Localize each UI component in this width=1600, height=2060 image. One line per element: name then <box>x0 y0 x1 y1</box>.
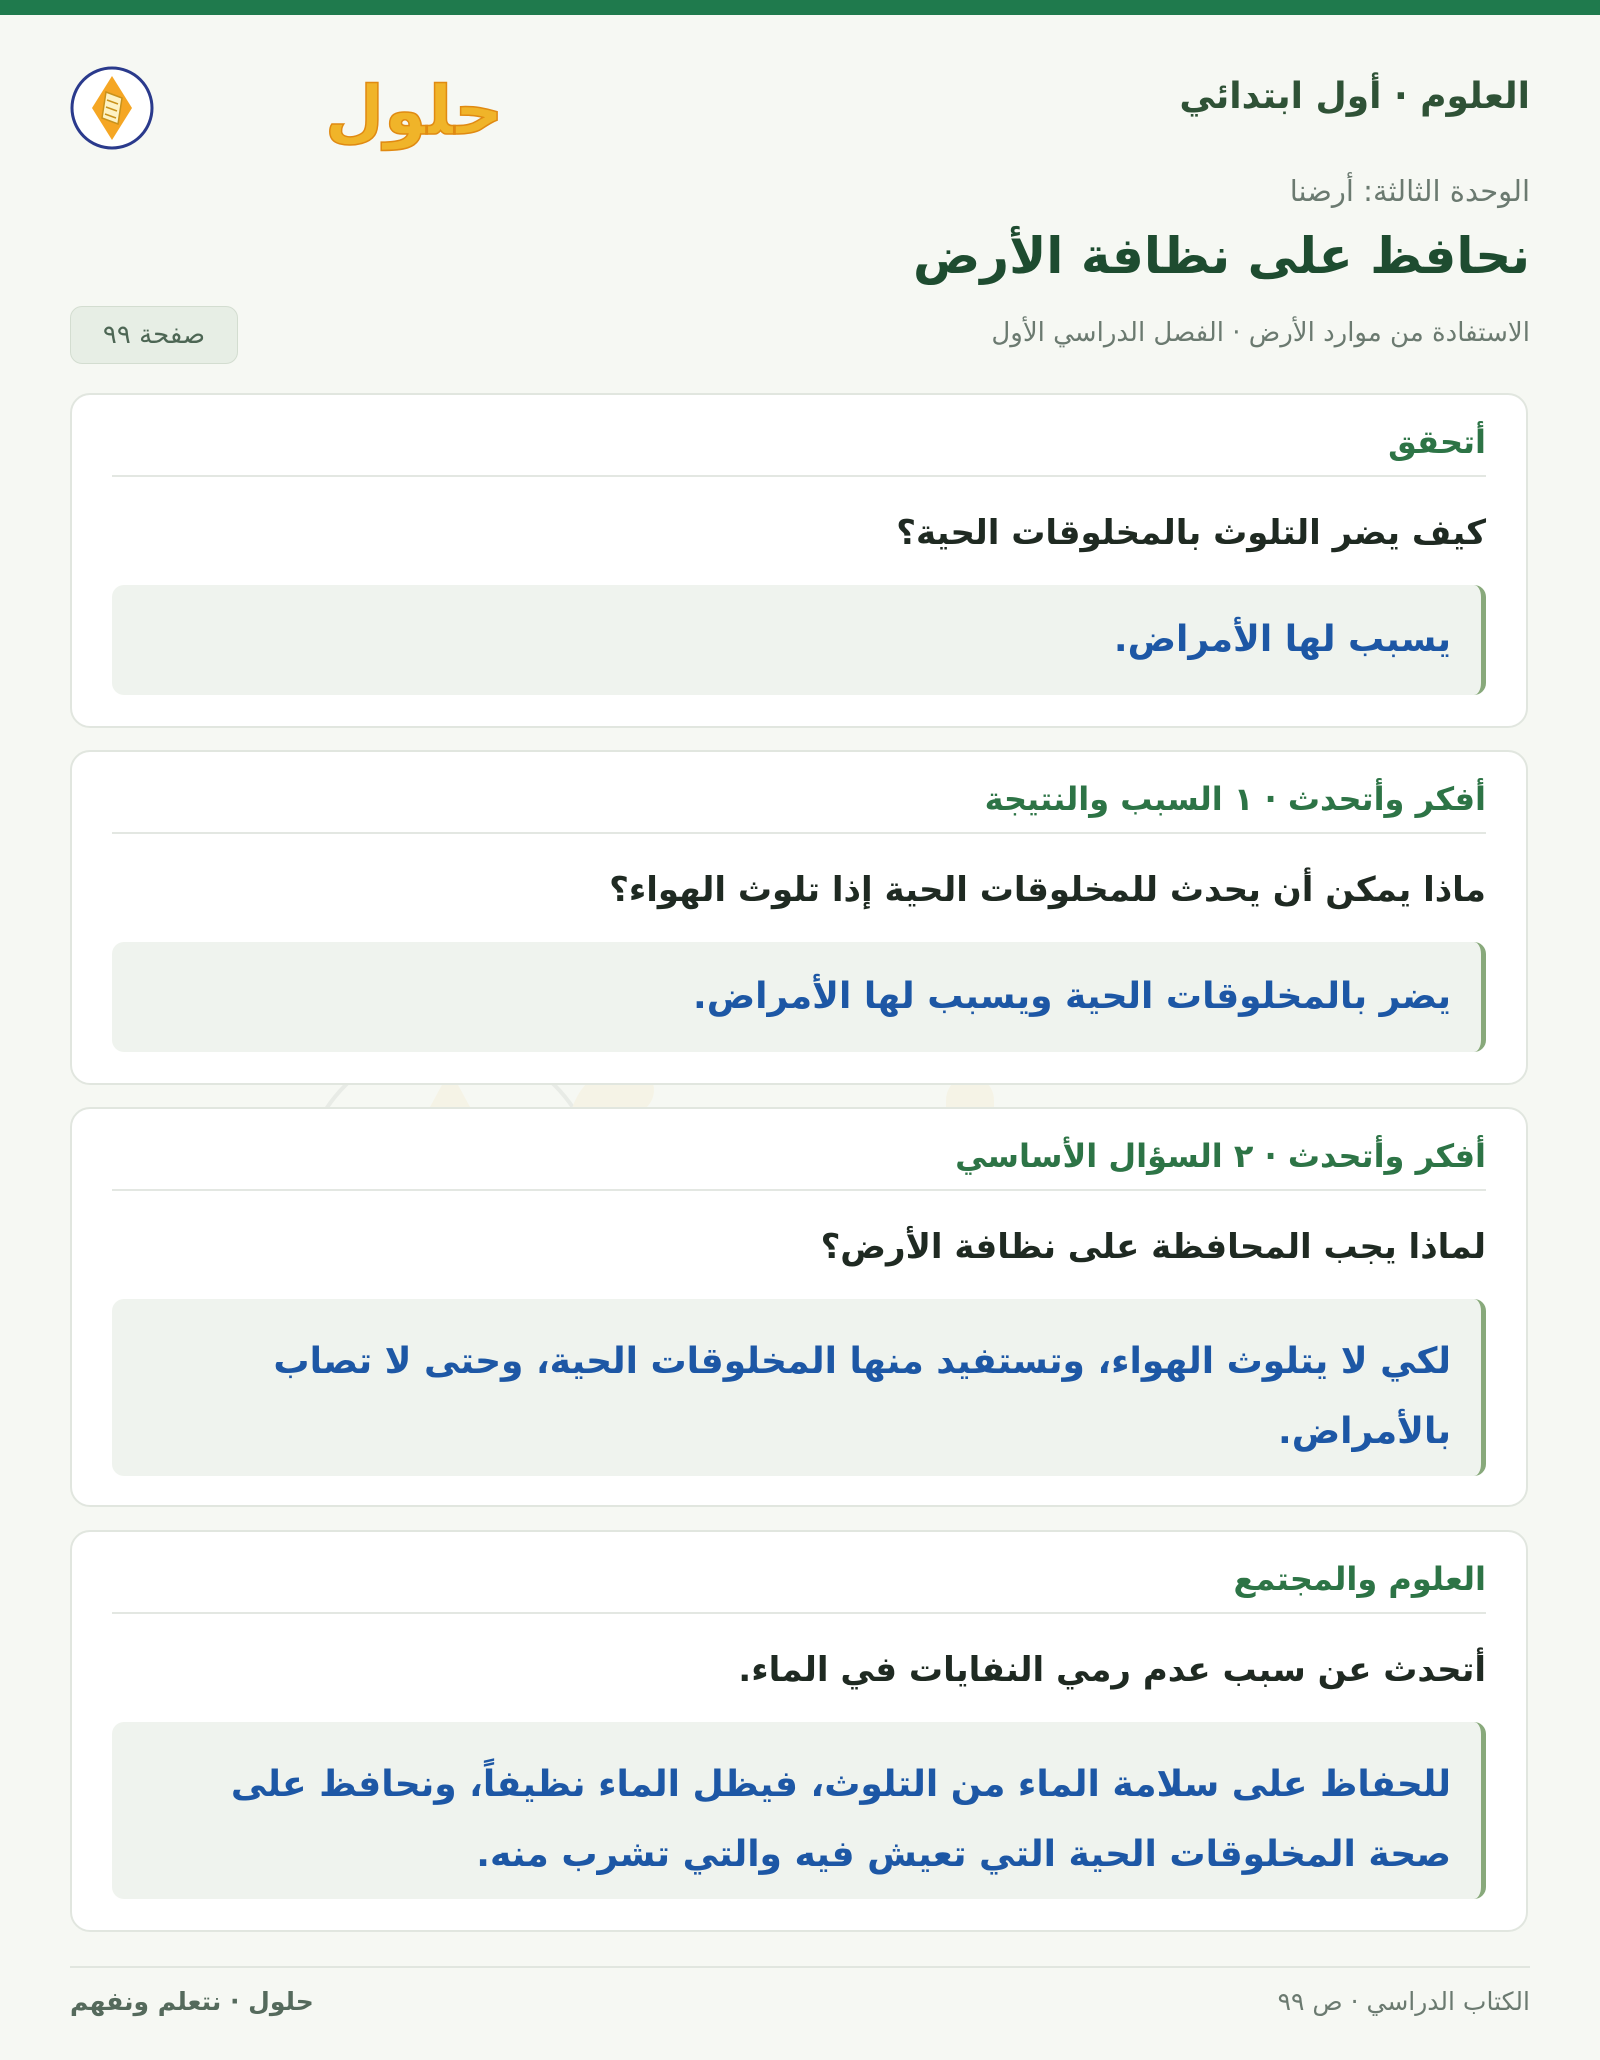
page-number-badge: صفحة ٩٩ <box>70 306 238 364</box>
unit-title: الوحدة الثالثة: أرضنا <box>1289 174 1530 208</box>
hulul-logo[interactable] <box>70 52 504 172</box>
question-card <box>70 1107 1528 1507</box>
question-card <box>70 1530 1528 1932</box>
subject-grade: العلوم · أول ابتدائي <box>1179 76 1530 117</box>
card-heading: أفكر وأتحدث · ٢ السؤال الأساسي <box>112 1137 1486 1191</box>
card-heading: أفكر وأتحدث · ١ السبب والنتيجة <box>112 780 1486 834</box>
page-header <box>70 52 1530 372</box>
question-card <box>70 750 1528 1085</box>
card-heading: العلوم والمجتمع <box>112 1560 1486 1614</box>
top-accent-bar <box>0 0 1600 15</box>
answer-box: يسبب لها الأمراض. <box>112 585 1486 695</box>
page-title: نحافظ على نظافة الأرض <box>913 227 1530 285</box>
question-text: أتحدث عن سبب عدم رمي النفايات في الماء. <box>738 1650 1486 1690</box>
logo-wordmark: حلول <box>325 72 504 151</box>
lesson-meta: الاستفادة من موارد الأرض · الفصل الدراسي الأول <box>991 318 1530 348</box>
footer-brand: حلول · نتعلم ونفهم <box>70 1987 314 2016</box>
answer-box: يضر بالمخلوقات الحية ويسبب لها الأمراض. <box>112 942 1486 1052</box>
card-heading: أتحقق <box>112 423 1486 477</box>
question-text: كيف يضر التلوث بالمخلوقات الحية؟ <box>896 513 1486 553</box>
answer-box: للحفاظ على سلامة الماء من التلوث، فيظل الماء نظيفاً، ونحافظ على صحة المخلوقات الحية التي تعيش فيه والتي تشرب منه. <box>112 1722 1486 1899</box>
question-text: لماذا يجب المحافظة على نظافة الأرض؟ <box>820 1227 1486 1267</box>
answer-box: لكي لا يتلوث الهواء، وتستفيد منها المخلوقات الحية، وحتى لا تصاب بالأمراض. <box>112 1299 1486 1476</box>
footer-book-ref: الكتاب الدراسي · ص ٩٩ <box>1277 1987 1530 2016</box>
question-text: ماذا يمكن أن يحدث للمخلوقات الحية إذا تلوث الهواء؟ <box>609 870 1486 910</box>
question-card <box>70 393 1528 728</box>
footer-divider <box>70 1966 1530 1968</box>
